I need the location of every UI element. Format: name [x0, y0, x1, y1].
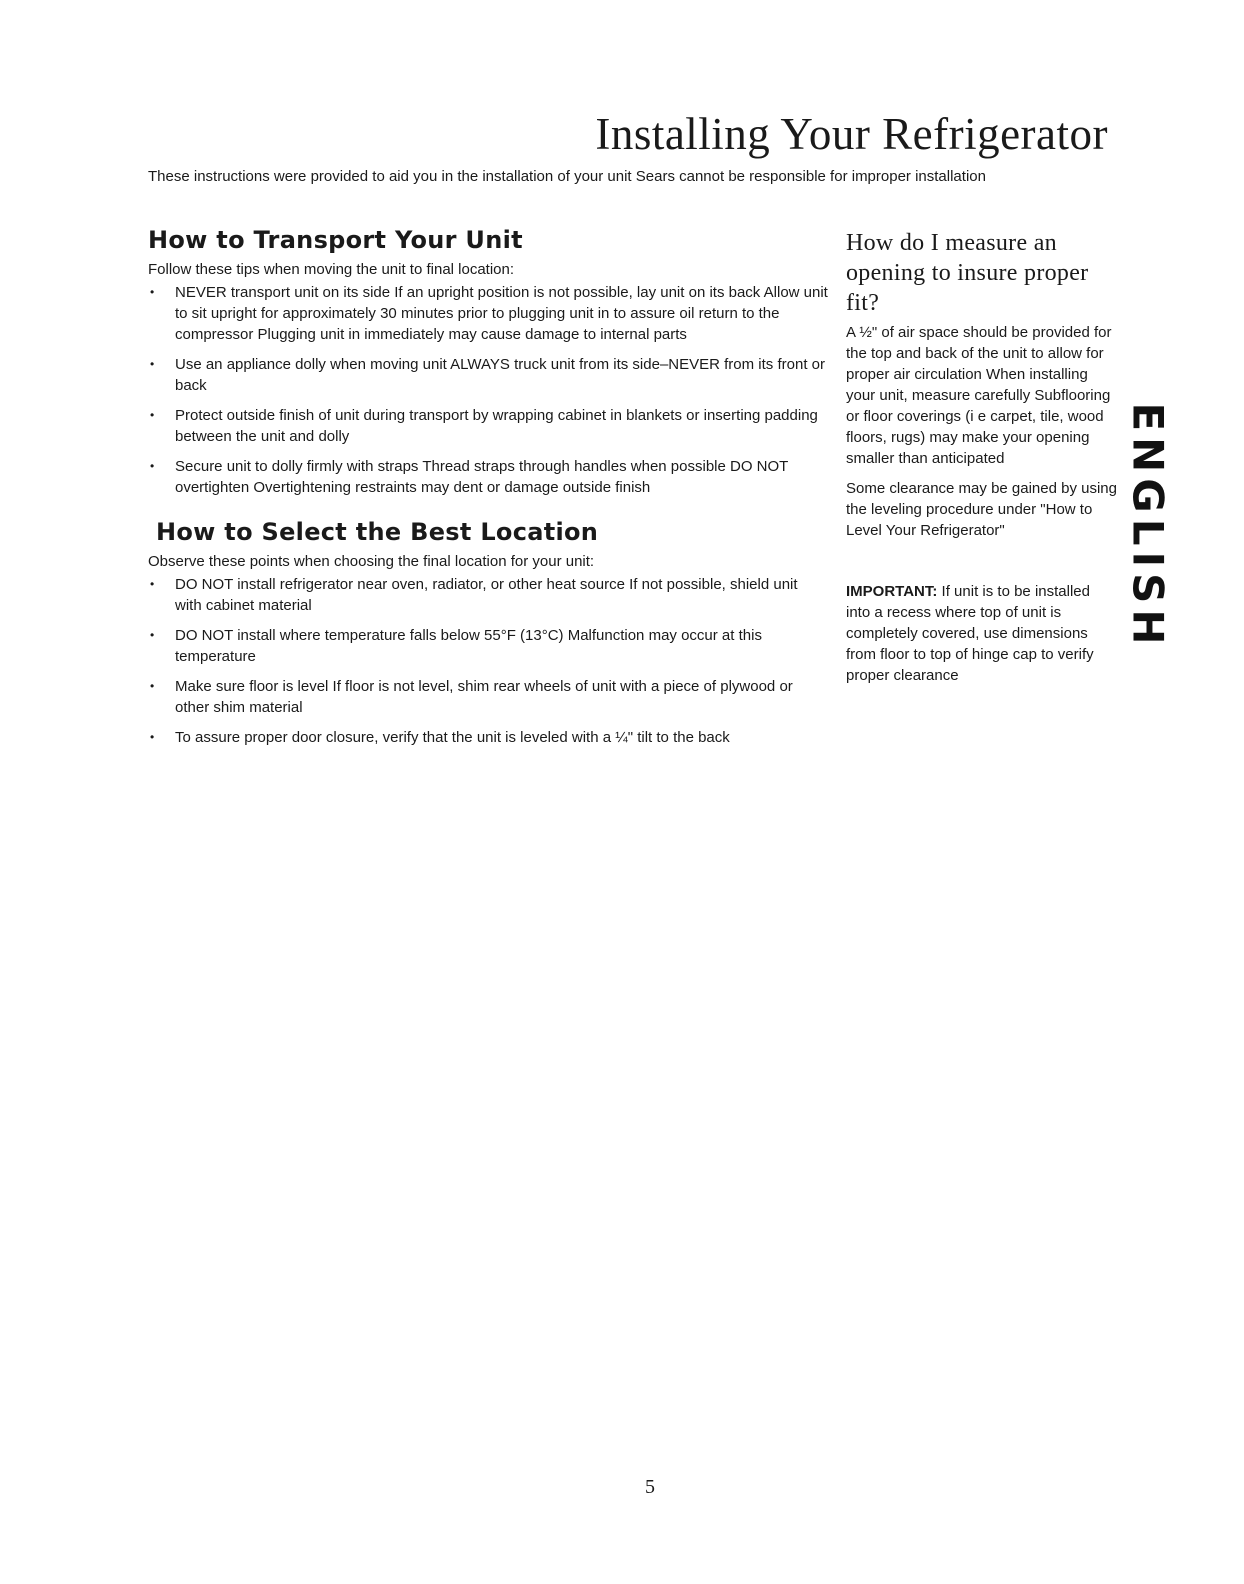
list-item: • To assure proper door closure, verify that the unit is leveled with a ¼" tilt to the back — [148, 727, 828, 748]
measure-heading: How do I measure an opening to insure proper fit? — [846, 230, 1089, 316]
transport-section — [148, 226, 828, 498]
clearance-paragraph: Some clearance may be gained by using the leveling procedure under "How to Level Your Refrigerator" — [846, 480, 1117, 539]
important-note — [846, 581, 1118, 686]
location-section — [148, 518, 828, 748]
measure-section — [846, 228, 1118, 695]
list-item: • DO NOT install where temperature falls below 55°F (13°C) Malfunction may occur at this temperature — [148, 625, 828, 667]
location-heading: How to Select the Best Location — [156, 518, 599, 546]
left-column — [148, 226, 828, 757]
important-label: IMPORTANT: — [846, 583, 938, 600]
list-item: • Protect outside finish of unit during transport by wrapping cabinet in blankets or inserting padding between the unit and dolly — [148, 405, 828, 447]
language-tab-label: ENGLISH — [1123, 401, 1173, 651]
list-item: • NEVER transport unit on its side If an upright position is not possible, lay unit on its back Allow unit to sit upright for approximately 30 minutes prior to plugging unit in to assure oil return to the compressor Plugging unit in immediately may cause damage to internal parts — [148, 282, 828, 345]
location-list — [148, 574, 828, 748]
page-title: Installing Your Refrigerator — [595, 109, 1108, 159]
list-item: • Make sure floor is level If floor is not level, shim rear wheels of unit with a piece of plywood or other shim material — [148, 676, 828, 718]
transport-lead: Follow these tips when moving the unit to final location: — [148, 261, 515, 278]
transport-heading: How to Transport Your Unit — [148, 226, 523, 254]
measure-paragraph: A ½" of air space should be provided for the top and back of the unit to allow for proper air circulation When installing your unit, measure carefully Subflooring or floor coverings (i e carpet, tile, wood floors, rugs) may make your opening smaller than anticipated — [846, 324, 1112, 467]
important-text: If unit is to be installed into a recess where top of unit is completely covered, use dimensions from floor to top of hinge cap to verify proper clearance — [846, 583, 1094, 684]
page-number: 5 — [645, 1476, 655, 1498]
list-item: • DO NOT install refrigerator near oven, radiator, or other heat source If not possible, shield unit with cabinet material — [148, 574, 828, 616]
list-item: • Secure unit to dolly firmly with straps Thread straps through handles when possible DO NOT overtighten Overtightening restraints may dent or damage outside finish — [148, 456, 828, 498]
intro-text: These instructions were provided to aid you in the installation of your unit Sears cannot be responsible for improper installation — [148, 168, 986, 185]
transport-list — [148, 282, 828, 498]
list-item: • Use an appliance dolly when moving unit ALWAYS truck unit from its side–NEVER from its front or back — [148, 354, 828, 396]
location-lead: Observe these points when choosing the final location for your unit: — [148, 553, 595, 570]
language-tab — [1123, 401, 1173, 651]
